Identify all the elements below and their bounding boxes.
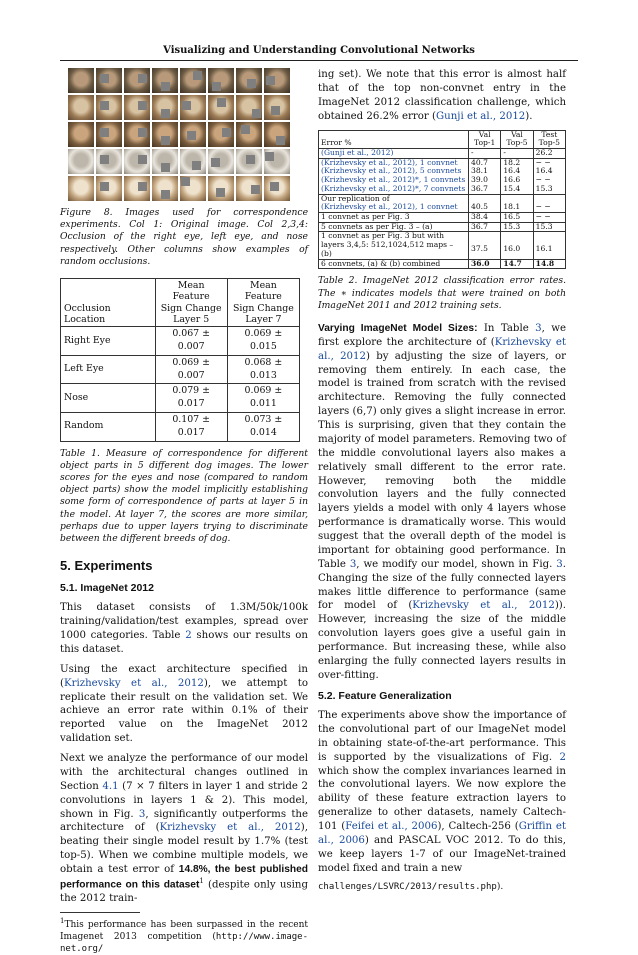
header-line: Sign Change bbox=[160, 302, 222, 314]
text: ), we attempt to replicate their result on the validation set. We achieve an error rate within 0.1% of their reported value on the ImageNet 2012 validation set. bbox=[60, 677, 308, 745]
table-cell: 16.4 bbox=[501, 167, 533, 176]
figure-thumbnail bbox=[96, 149, 122, 174]
text: ing set). We note that this error is almost half that of the top non-convnet entry in the ImageNet 2012 classification challenge, which obtained 26.2% error ( bbox=[318, 69, 566, 122]
figure-thumbnail bbox=[236, 95, 262, 120]
occlusion-square bbox=[265, 152, 274, 161]
table-cell: 18.1 bbox=[501, 203, 533, 212]
text: ) and PASCAL VOC 2012. To do this, we keep layers 1-7 of our ImageNet-trained model fixed and train a new bbox=[318, 834, 566, 874]
figure-thumbnail bbox=[152, 95, 178, 120]
table-cell: 0.068 ± 0.013 bbox=[227, 355, 299, 384]
table-cell: 16.5 bbox=[501, 212, 533, 222]
header-line: Val bbox=[511, 129, 523, 139]
section-ref-link[interactable]: 4.1 bbox=[102, 780, 119, 792]
occlusion-square bbox=[211, 158, 220, 167]
table-2-header-cell bbox=[501, 130, 533, 148]
table-cell: Random bbox=[61, 412, 156, 441]
table-label-cell[interactable]: (Gunji et al., 2012) bbox=[319, 148, 469, 158]
occlusion-square bbox=[247, 79, 256, 88]
run-in-heading: Varying ImageNet Model Sizes: bbox=[318, 322, 478, 334]
table-label-cell[interactable]: (Krizhevsky et al., 2012), 1 convnet bbox=[319, 203, 469, 212]
header-line: Sign Change bbox=[232, 302, 294, 314]
header-line: Mean Feature bbox=[244, 280, 282, 303]
figure-thumbnail bbox=[152, 122, 178, 147]
paragraph bbox=[60, 752, 308, 906]
text: Using the exact architecture specified in ( bbox=[60, 663, 308, 689]
table-1-header-row bbox=[61, 279, 300, 327]
table-cell: 36.0 bbox=[469, 259, 501, 269]
table-cell: 39.0 bbox=[469, 176, 501, 185]
figure-8-image-grid bbox=[68, 68, 308, 201]
figure-thumbnail bbox=[264, 149, 290, 174]
right-column bbox=[318, 68, 566, 893]
citation-link[interactable]: Krizhevsky et al., 2012 bbox=[63, 677, 204, 689]
occlusion-square bbox=[138, 128, 147, 137]
figure-thumbnail bbox=[180, 95, 206, 120]
citation-link[interactable]: Krizhevsky et al., 2012 bbox=[159, 822, 301, 834]
occlusion-square bbox=[100, 101, 109, 110]
paragraph bbox=[60, 601, 308, 657]
figure-ref-link[interactable]: 3 bbox=[556, 558, 563, 570]
figure-thumbnail bbox=[124, 149, 150, 174]
table-label-cell: 1 convnet as per Fig. 3 bbox=[319, 212, 469, 222]
table-cell: 16.1 bbox=[533, 241, 565, 259]
table-ref-link[interactable]: 3 bbox=[349, 558, 357, 570]
occlusion-square bbox=[222, 128, 231, 137]
figure-thumbnail bbox=[236, 122, 262, 147]
footnote-url-continued[interactable]: challenges/LSVRC/2013/results.php bbox=[318, 881, 497, 892]
occlusion-square bbox=[138, 101, 147, 110]
occlusion-square bbox=[251, 185, 260, 194]
table-2-header-cell bbox=[469, 130, 501, 148]
table-row bbox=[61, 355, 300, 384]
figure-ref-link[interactable]: 3 bbox=[138, 808, 146, 820]
figure-thumbnail bbox=[152, 176, 178, 201]
footnote-continuation bbox=[318, 882, 566, 894]
figure-thumbnail bbox=[68, 176, 94, 201]
table-cell: 14.7 bbox=[501, 259, 533, 269]
table-cell: 15.4 bbox=[501, 185, 533, 194]
occlusion-square bbox=[161, 163, 170, 172]
text: This dataset consists of 1.3M/50k/100k training/validation/test examples, spread over 1000 categories. Table bbox=[60, 602, 308, 642]
table-cell: 15.3 bbox=[501, 222, 533, 232]
citation-link[interactable]: Feifei et al., 2006 bbox=[345, 821, 438, 832]
figure-thumbnail bbox=[208, 68, 234, 93]
text: ), Caltech-256 ( bbox=[437, 821, 519, 832]
figure-thumbnail bbox=[124, 68, 150, 93]
table-cell: − − bbox=[533, 176, 565, 185]
table-ref-link[interactable]: 2 bbox=[185, 630, 192, 642]
figure-thumbnail bbox=[236, 176, 262, 201]
occlusion-square bbox=[161, 82, 170, 91]
table-cell: 0.069 ± 0.015 bbox=[227, 327, 299, 356]
footnote-url[interactable]: http://www.image-net.org/ bbox=[60, 931, 308, 954]
table-2-header-cell bbox=[533, 130, 565, 148]
figure-thumbnail bbox=[68, 95, 94, 120]
occlusion-square bbox=[241, 125, 250, 134]
table-cell: 38.1 bbox=[469, 167, 501, 176]
footnote-text: ). bbox=[496, 881, 504, 892]
table-cell: 15.3 bbox=[533, 185, 565, 194]
table-cell: Nose bbox=[61, 384, 156, 413]
left-column bbox=[60, 68, 308, 955]
figure-thumbnail bbox=[96, 95, 122, 120]
table-cell: 16.0 bbox=[501, 241, 533, 259]
occlusion-square bbox=[217, 98, 226, 107]
table-cell: 36.7 bbox=[469, 222, 501, 232]
citation-link[interactable]: Griffin et al., 2006 bbox=[318, 821, 566, 846]
header-line: Top-5 bbox=[538, 138, 560, 148]
figure-thumbnail bbox=[152, 68, 178, 93]
figure-thumbnail bbox=[264, 68, 290, 93]
table-cell: 37.5 bbox=[469, 241, 501, 259]
occlusion-square bbox=[270, 182, 279, 191]
text: ), beating their single model result by 1.7% (test top-5). When we combine multiple models, we obtain a test error of bbox=[60, 822, 308, 876]
occlusion-square bbox=[182, 101, 191, 110]
table-cell: 16.6 bbox=[501, 176, 533, 185]
section-heading: 5. Experiments bbox=[60, 558, 153, 574]
table-label-cell: 6 convnets, (a) & (b) combined bbox=[319, 259, 469, 269]
figure-thumbnail bbox=[264, 176, 290, 201]
text: ) by adjusting the size of layers, or removing them entirely. In each case, the model is trained from scratch with the revised architecture. Removing the fully connected layers (6,7) only gives a slight increase in error. This is surprising, given that they contain the majority of model parameters. Removing two of the middle convolutional layers also makes a relatively small different to the error rate. However, removing both the middle convolution layers and the fully connected layers yields a model with only 4 layers whose performance is dramatically worse. This would suggest that the overall depth of the model is important for obtaining good performance. In Table bbox=[318, 350, 566, 570]
figure-thumbnail bbox=[96, 122, 122, 147]
table-cell: 0.069 ± 0.007 bbox=[155, 355, 227, 384]
figure-thumbnail bbox=[152, 149, 178, 174]
table-cell: 16.4 bbox=[533, 167, 565, 176]
figure-8-caption bbox=[60, 207, 308, 268]
figure-thumbnail bbox=[96, 68, 122, 93]
figure-thumbnail bbox=[124, 176, 150, 201]
bold-result: 14.8%, the best published performance on this dataset bbox=[60, 864, 308, 891]
occlusion-square bbox=[246, 155, 255, 164]
table-cell: 36.7 bbox=[469, 185, 501, 194]
text: )). However, increasing the size of the middle convolution layers goes give a useful gain in performance. But increasing these, while also enlarging the fully connected layers results in over-fitting. bbox=[318, 600, 566, 681]
figure-thumbnail bbox=[236, 149, 262, 174]
table-label-cell[interactable]: (Krizhevsky et al., 2012), 1 convnet bbox=[319, 158, 469, 167]
table-row bbox=[319, 241, 566, 259]
figure-thumbnail bbox=[208, 149, 234, 174]
subsection-heading: 5.2. Feature Generalization bbox=[318, 689, 452, 702]
table-cell: Right Eye bbox=[61, 327, 156, 356]
table-cell: 0.079 ± 0.017 bbox=[155, 384, 227, 413]
table-label-cell[interactable]: (Krizhevsky et al., 2012)*, 7 convnets bbox=[319, 185, 469, 194]
table-label-cell: Our replication of bbox=[319, 194, 469, 203]
occlusion-square bbox=[161, 136, 170, 145]
citation-link[interactable]: Gunji et al., 2012 bbox=[436, 110, 526, 122]
table-cell: 0.073 ± 0.014 bbox=[227, 412, 299, 441]
table-row bbox=[319, 259, 566, 269]
occlusion-square bbox=[252, 109, 261, 118]
table-cell: - bbox=[469, 148, 501, 158]
table-2-caption-text: ImageNet 2012 classification error rates. The ∗ indicates models that were trained on both ImageNet 2011 and 2012 training sets. bbox=[318, 275, 566, 311]
figure-thumbnail bbox=[68, 149, 94, 174]
header-line: Layer 5 bbox=[173, 314, 210, 326]
table-cell: 0.069 ± 0.011 bbox=[227, 384, 299, 413]
table-cell: 18.2 bbox=[501, 158, 533, 167]
table-cell: 14.8 bbox=[533, 259, 565, 269]
table-cell bbox=[533, 232, 565, 241]
table-cell: - bbox=[501, 148, 533, 158]
text: , we first explore the architecture of ( bbox=[318, 322, 567, 348]
header-line: Top-1 bbox=[474, 138, 496, 148]
table-1-header-cell bbox=[155, 279, 227, 327]
occlusion-square bbox=[100, 128, 109, 137]
occlusion-square bbox=[276, 136, 285, 145]
text: shows our results on this dataset. bbox=[60, 630, 308, 655]
citation-link[interactable]: Krizhevsky et al., 2012 bbox=[318, 336, 566, 362]
table-cell: 40.5 bbox=[469, 203, 501, 212]
figure-thumbnail bbox=[180, 68, 206, 93]
footnote-number: 1 bbox=[60, 917, 65, 926]
table-1-caption bbox=[60, 448, 308, 546]
text: , we modify our model, shown in Fig. bbox=[356, 558, 557, 570]
table-cell: 38.4 bbox=[469, 212, 501, 222]
text: which show the complex invariances learned in the convolutional layers. We now explore the ability of these feature extraction layers to generalize to other datasets, namely Caltech-101 ( bbox=[318, 765, 566, 832]
table-2-header-row bbox=[319, 130, 566, 148]
running-head: Visualizing and Understanding Convolutional Networks bbox=[163, 45, 475, 56]
figure-thumbnail bbox=[264, 95, 290, 120]
table-cell: 40.7 bbox=[469, 158, 501, 167]
table-cell bbox=[501, 232, 533, 241]
figure-thumbnail bbox=[180, 149, 206, 174]
table-1-caption-label: Table 1. bbox=[60, 447, 100, 459]
figure-thumbnail bbox=[264, 122, 290, 147]
table-label-cell: 1 convnet as per Fig. 3 but with bbox=[319, 232, 469, 241]
table-cell: 15.3 bbox=[533, 222, 565, 232]
table-ref-link[interactable]: 3 bbox=[535, 322, 542, 334]
occlusion-square bbox=[216, 188, 225, 197]
table-label-cell[interactable]: (Krizhevsky et al., 2012), 5 convnets bbox=[319, 167, 469, 176]
figure-thumbnail bbox=[68, 68, 94, 93]
table-label-cell: 5 convnets as per Fig. 3 – (a) bbox=[319, 222, 469, 232]
table-2-caption bbox=[318, 275, 566, 312]
text: (7 × 7 filters in layer 1 and stride 2 convolutions in layers 1 & 2). This model, shown in Fig. bbox=[60, 780, 308, 820]
text: The experiments above show the importance of the convolutional part of our ImageNet model in obtaining state-of-the-art performance. This is supported by the visualizations of Fig. bbox=[318, 710, 566, 763]
figure-thumbnail bbox=[96, 176, 122, 201]
table-2-header-cell bbox=[319, 130, 469, 148]
figure-thumbnail bbox=[208, 95, 234, 120]
table-row bbox=[61, 412, 300, 441]
text: . Changing the size of the fully connected layers makes little difference to performance (same for model of ( bbox=[318, 558, 566, 612]
occlusion-square bbox=[271, 106, 280, 115]
table-cell: − − bbox=[533, 212, 565, 222]
citation-link[interactable]: Krizhevsky et al., 2012 bbox=[412, 600, 555, 612]
occlusion-square bbox=[138, 155, 147, 164]
figure-thumbnail bbox=[124, 95, 150, 120]
table-cell: − − bbox=[533, 203, 565, 212]
text: Next we analyze the performance of our model with the architectural changes outlined in Section bbox=[60, 753, 308, 792]
table-1-caption-text: Measure of correspondence for different object parts in 5 different dog images. The lower scores for the eyes and nose (compared to random object parts) show the model implicitly establishing some form of correspondence of parts at layer 5 in the model. At layer 7, the scores are more similar, perhaps due to upper layers trying to discriminate between the different breeds of dog. bbox=[60, 447, 309, 545]
occlusion-square bbox=[181, 177, 190, 186]
table-cell: Left Eye bbox=[61, 355, 156, 384]
figure-thumbnail bbox=[68, 122, 94, 147]
figure-thumbnail bbox=[208, 176, 234, 201]
table-row bbox=[319, 212, 566, 222]
occlusion-square bbox=[138, 74, 147, 83]
paragraph bbox=[318, 68, 566, 124]
table-row bbox=[319, 185, 566, 194]
footnote bbox=[60, 917, 308, 955]
figure-thumbnail bbox=[180, 122, 206, 147]
table-2-caption-label: Table 2. bbox=[318, 275, 358, 287]
header-rule bbox=[60, 60, 578, 61]
footnote-text: This performance has been surpassed in the recent Imagenet 2013 competition ( bbox=[60, 920, 308, 942]
occlusion-square bbox=[100, 155, 109, 164]
paragraph bbox=[60, 663, 308, 746]
occlusion-square bbox=[192, 161, 201, 170]
figure-8-caption-label: Figure 8. bbox=[60, 207, 113, 218]
occlusion-square bbox=[212, 82, 221, 91]
text: (despite only using the 2012 train- bbox=[60, 879, 308, 905]
figure-thumbnail bbox=[124, 122, 150, 147]
occlusion-square bbox=[187, 131, 196, 140]
table-row bbox=[61, 327, 300, 356]
occlusion-square bbox=[100, 74, 109, 83]
figure-8-caption-text: Images used for correspondence experiments. Col 1: Original image. Col 2,3,4: Occlusion of the right eye, left eye, and nose respectively. Other columns show examples of random occlusions. bbox=[60, 207, 309, 267]
figure-thumbnail bbox=[180, 176, 206, 201]
header-line: Mean Feature bbox=[172, 280, 210, 303]
table-cell: 0.107 ± 0.017 bbox=[155, 412, 227, 441]
occlusion-square bbox=[138, 182, 147, 191]
text: In Table bbox=[477, 322, 536, 334]
table-label-cell: layers 3,4,5: 512,1024,512 maps – (b) bbox=[319, 241, 469, 259]
table-1-header-cell: Occlusion Location bbox=[61, 279, 156, 327]
header-line: Error % bbox=[321, 138, 352, 148]
header-line: Layer 7 bbox=[245, 314, 282, 326]
occlusion-square bbox=[193, 71, 202, 80]
figure-thumbnail bbox=[208, 122, 234, 147]
occlusion-square bbox=[266, 76, 275, 85]
table-cell bbox=[469, 232, 501, 241]
table-row bbox=[61, 384, 300, 413]
paragraph bbox=[318, 709, 566, 876]
paragraph bbox=[318, 322, 566, 683]
table-1-header-cell bbox=[227, 279, 299, 327]
table-cell: 0.067 ± 0.007 bbox=[155, 327, 227, 356]
figure-thumbnail bbox=[236, 68, 262, 93]
header-line: Val bbox=[478, 129, 491, 139]
subsection-heading: 5.1. ImageNet 2012 bbox=[60, 582, 154, 595]
header-line: Top-5 bbox=[506, 138, 528, 148]
figure-ref-link[interactable]: 2 bbox=[559, 751, 566, 763]
occlusion-square bbox=[161, 109, 170, 118]
table-label-cell[interactable]: (Krizhevsky et al., 2012)*, 1 convnets bbox=[319, 176, 469, 185]
text: ). bbox=[525, 110, 533, 122]
table-cell: − − bbox=[533, 158, 565, 167]
footnote-rule bbox=[60, 912, 140, 913]
occlusion-square bbox=[161, 190, 170, 199]
text: , significantly outperforms the architecture of ( bbox=[60, 808, 309, 834]
header-line: Test bbox=[541, 129, 558, 139]
occlusion-square bbox=[100, 182, 109, 191]
table-row bbox=[319, 148, 566, 158]
table-1 bbox=[60, 278, 300, 441]
table-cell: 26.2 bbox=[533, 148, 565, 158]
footnote-mark[interactable]: 1 bbox=[199, 876, 204, 885]
table-2 bbox=[318, 130, 566, 270]
